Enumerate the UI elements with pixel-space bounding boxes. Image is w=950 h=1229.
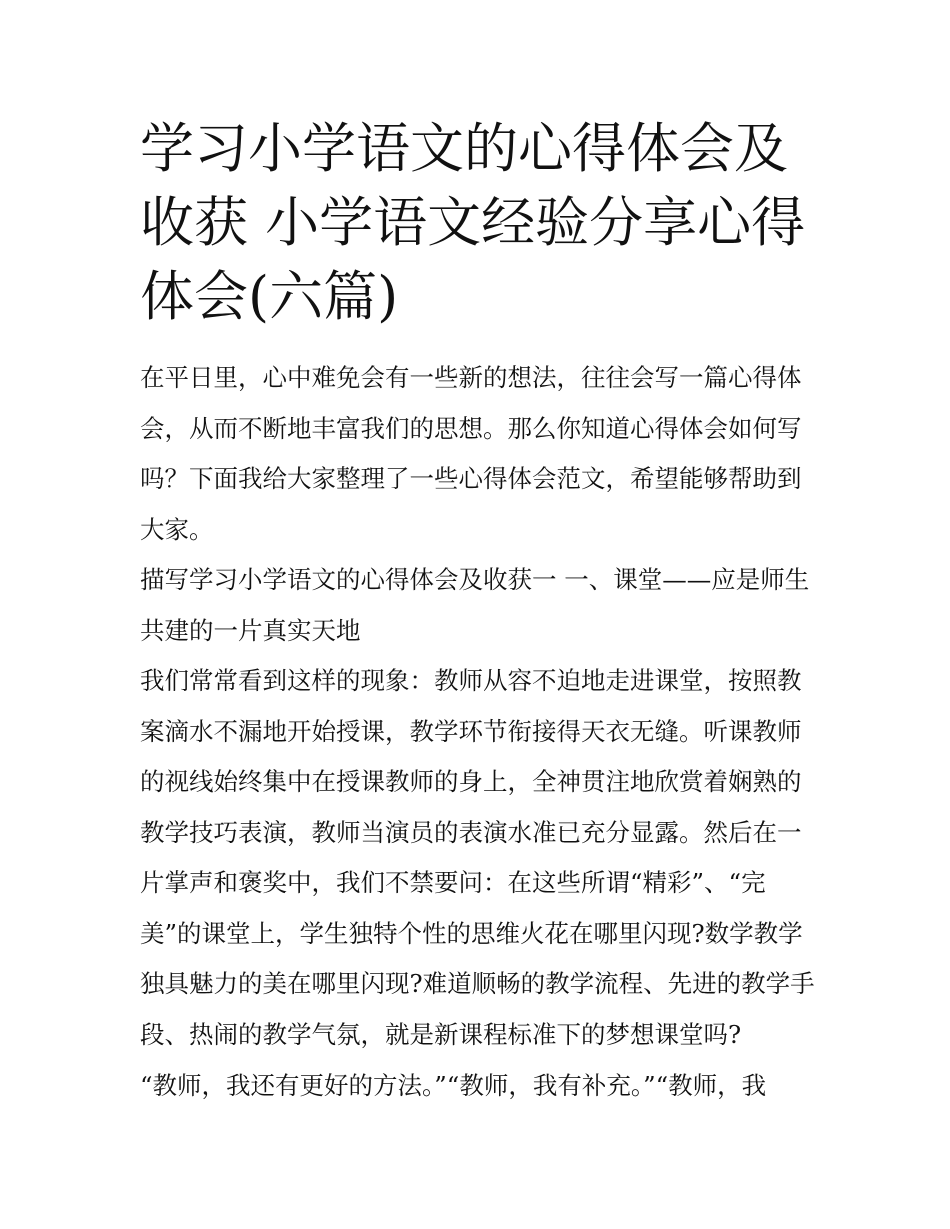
document-title: 学习小学语文的心得体会及收获 小学语文经验分享心得体会(六篇) [140, 117, 806, 328]
quote-paragraph: “教师，我还有更好的方法。”“教师，我有补充。”“教师，我 [140, 1071, 767, 1100]
section-heading-paragraph: 描写学习小学语文的心得体会及收获一 一、课堂——应是师生共建的一片真实天地 [140, 565, 810, 645]
intro-paragraph: 在平日里，心中难免会有一些新的想法，往往会写一篇心得体会，从而不断地丰富我们的思想。那么你知道心得体会如何写吗？下面我给大家整理了一些心得体会范文，希望能够帮助到大家。 [140, 363, 802, 544]
main-paragraph: 我们常常看到这样的现象：教师从容不迫地走进课堂，按照教案滴水不漏地开始授课，教学环节衔接得天衣无缝。听课教师的视线始终集中在授课教师的身上，全神贯注地欣赏着娴熟的教学技巧表演，教师当演员的表演水准已充分显露。然后在一片掌声和褒奖中，我们不禁要问：在这些所谓“精彩”、“完美”的课堂上，学生独特个性的思维火花在哪里闪现?数学教学独具魅力的美在哪里闪现?难道顺畅的教学流程、先进的教学手段、热闹的教学气氛，就是新课程标准下的梦想课堂吗? [140, 666, 815, 1049]
